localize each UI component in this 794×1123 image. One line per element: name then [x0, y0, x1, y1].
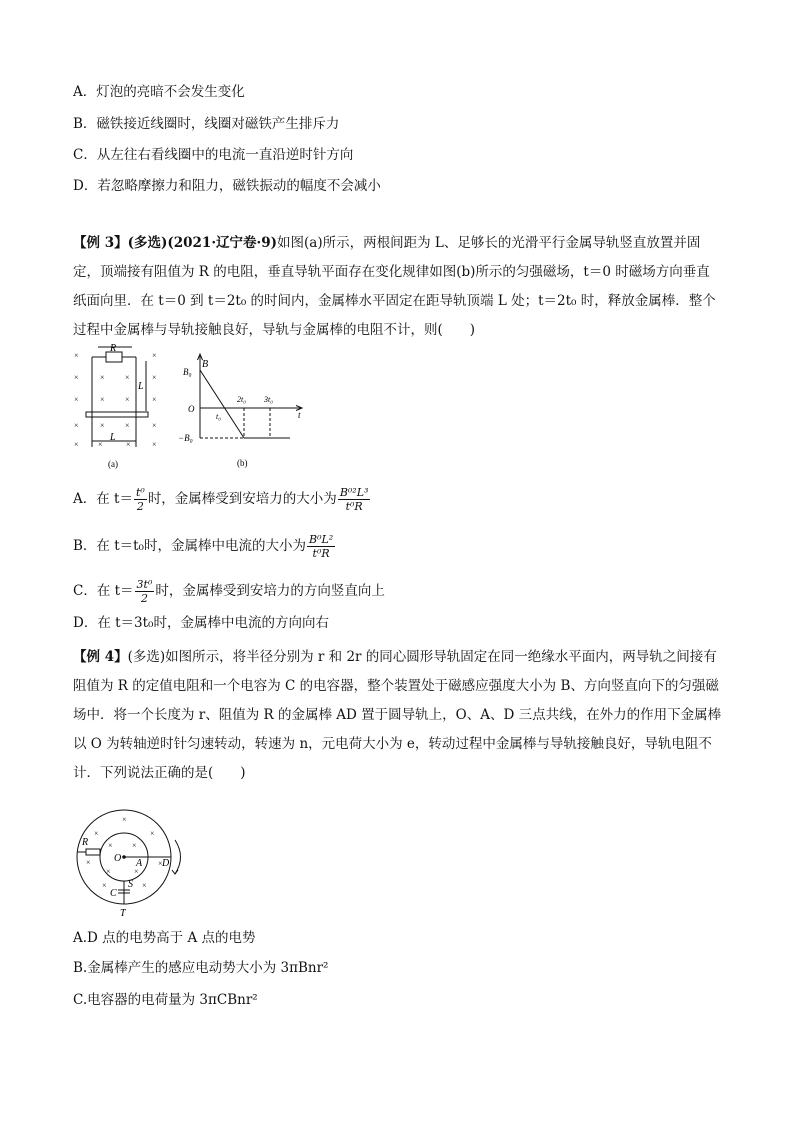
svg-text:×: × — [152, 373, 157, 382]
example4-tag: 【例 4】 — [73, 649, 128, 665]
option-a-prev: A．灯泡的亮暗不会发生变化 — [73, 84, 245, 100]
svg-text:×: × — [74, 395, 79, 404]
fraction: $\frac{\text{3t⁰}}{2}$ — [136, 578, 153, 605]
option-d-prev: D．若忽略摩擦力和阻力，磁铁振动的幅度不会减小 — [73, 178, 381, 194]
figure-b-caption: (b) — [237, 458, 248, 468]
svg-text:×: × — [100, 421, 105, 430]
figure-b-O: O — [188, 404, 195, 414]
svg-text:×: × — [94, 829, 99, 838]
figure-b-2t0: 2t₀ — [237, 395, 247, 404]
svg-text:×: × — [74, 373, 79, 382]
svg-text:×: × — [106, 867, 111, 876]
example4-option-b: B.金属棒产生的感应电动势大小为 3πBnr² — [73, 960, 329, 976]
example3-option-d: D．在 t＝3t₀时，金属棒中电流的方向向右 — [73, 615, 329, 631]
example4-A: A — [136, 858, 143, 869]
svg-text:×: × — [158, 859, 163, 868]
figure-b-B0: B₀ — [183, 367, 192, 377]
example4-text: (多选)如图所示，将半径分别为 r 和 2r 的同心圆形导轨固定在同一绝缘水平面内，两导轨之间接有阻值为 R 的定值电阻和一个电容为 C 的电容器，整个装置处于磁感应强度大小为 B、方向竖直向下的匀强磁场中．将一个长度为 r、阻值为 R 的金属棒 AD 置于圆导轨上，O、A、D 三点共线，在外力的作用下金属棒以 O 为转轴逆时针匀速转动，转速为 n，元电荷大小为 e，转动过程中金属棒与导轨接触良好，导轨电阻不计．下列说法正确的是( ) — [73, 649, 722, 781]
figure-a-R: R — [110, 343, 117, 354]
svg-text:×: × — [74, 421, 79, 430]
option-c-prev: C．从左往右看线圈中的电流一直沿逆时针方向 — [73, 147, 354, 163]
figure-a-L-bottom: L — [110, 432, 116, 443]
example3-option-a: A．在 t＝ $\frac{\text{t⁰}}{2}$ 时，金属棒受到安培力的大小为 $\frac{\text{B⁰²L³}}{\text{t⁰R}}$ — [73, 486, 369, 513]
svg-text:×: × — [142, 881, 147, 890]
svg-text:×: × — [125, 395, 130, 404]
svg-text:×: × — [152, 395, 157, 404]
fraction: $\frac{\text{B⁰²L³}}{\text{t⁰R}}$ — [339, 486, 369, 513]
example4-C: C — [110, 888, 117, 899]
example4-S: S — [128, 879, 133, 890]
example4-O: O — [114, 853, 122, 864]
svg-text:×: × — [125, 421, 130, 430]
svg-text:×: × — [152, 440, 157, 449]
svg-text:×: × — [134, 867, 139, 876]
figure-b-B: B — [202, 359, 209, 370]
svg-text:×: × — [74, 351, 79, 360]
figure-b-t: t — [298, 410, 301, 420]
fraction: $\frac{\text{B⁰L²}}{\text{t⁰R}}$ — [308, 533, 334, 560]
example3-stem — [73, 229, 723, 345]
example4-T: T — [120, 908, 126, 919]
example3-option-c: C．在 t＝ $\frac{\text{3t⁰}}{2}$ 时，金属棒受到安培力的方向竖直向上 — [73, 578, 385, 605]
figure-b-neg-B0: −B₀ — [178, 433, 193, 443]
svg-text:×: × — [98, 440, 103, 449]
svg-text:×: × — [152, 421, 157, 430]
example4-figure — [70, 802, 200, 922]
svg-text:×: × — [126, 440, 131, 449]
svg-text:×: × — [86, 858, 91, 867]
figure-a-rails — [70, 343, 162, 473]
svg-text:×: × — [150, 829, 155, 838]
svg-text:×: × — [100, 395, 105, 404]
figure-a-caption: (a) — [108, 459, 118, 469]
fraction: $\frac{\text{t⁰}}{2}$ — [135, 486, 145, 513]
figure-b-t0: t₀ — [216, 412, 222, 421]
svg-text:×: × — [100, 373, 105, 382]
figure-a-L-side: L — [138, 381, 144, 392]
figure-b-3t0: 3t₀ — [264, 395, 274, 404]
svg-text:×: × — [74, 440, 79, 449]
example4-option-a: A.D 点的电势高于 A 点的电势 — [73, 930, 256, 946]
example4-option-c: C.电容器的电荷量为 3πCBnr² — [73, 992, 258, 1008]
svg-text:×: × — [108, 841, 113, 850]
example3-tag: 【例 3】(多选)(2021·辽宁卷·9) — [73, 235, 278, 251]
svg-text:×: × — [125, 373, 130, 382]
figure-b-graph — [178, 350, 310, 472]
svg-text:×: × — [152, 351, 157, 360]
svg-text:×: × — [132, 841, 137, 850]
example4-R: R — [82, 837, 89, 848]
example4-D: D — [162, 858, 170, 869]
svg-text:×: × — [122, 815, 127, 824]
svg-text:×: × — [102, 881, 107, 890]
example4-stem — [73, 643, 723, 788]
example3-text: 如图(a)所示，两根间距为 L、足够长的光滑平行金属导轨竖直放置并固定，顶端接有阻值为 R 的电阻，垂直导轨平面存在变化规律如图(b)所示的匀强磁场，t＝0 时磁场方向垂直纸面向里．在 t＝0 到 t＝2t₀ 的时间内，金属棒水平固定在距导轨顶端 L 处；t＝2t₀ 时，释放金属棒．整个过程中金属棒与导轨接触良好，导轨与金属棒的电阻不计，则( ) — [73, 235, 716, 338]
option-b-prev: B．磁铁接近线圈时，线圈对磁铁产生排斥力 — [73, 116, 340, 132]
example3-option-b: B．在 t＝t₀时，金属棒中电流的大小为 $\frac{\text{B⁰L²}}{\text{t⁰R}}$ — [73, 533, 334, 560]
